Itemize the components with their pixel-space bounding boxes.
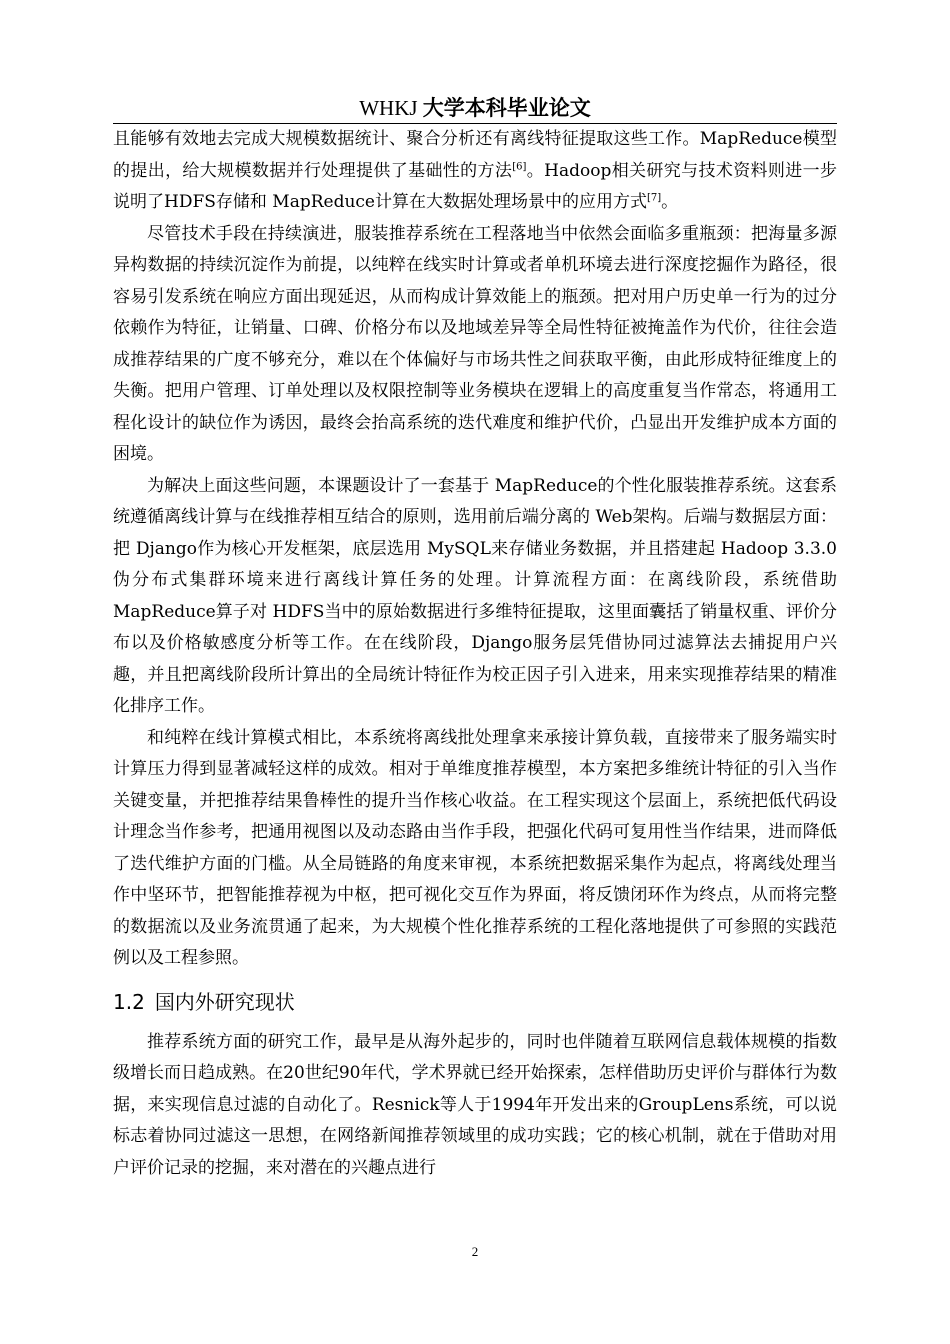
paragraph bbox=[113, 723, 837, 975]
body-text bbox=[113, 124, 837, 1184]
paragraph-text: 。 bbox=[661, 192, 679, 212]
running-header bbox=[113, 93, 837, 124]
section-number: 1.2 bbox=[113, 989, 145, 1014]
paragraph-text: 推荐系统方面的研究工作，最早是从海外起步的，同时也伴随着互联网信息载体规模的指数级增长而日趋成熟。在20世纪90年代，学术界就已经开始探索，怎样借助历史评价与群体行为数据，来实现信息过滤的自动化了。Resnick等人于1994年开发出来的GroupLens系统，可以说标志着协同过滤这一思想，在网络新闻推荐领域里的成功实践；它的核心机制，就在于借助对用户评价记录的挖掘，来对潜在的兴趣点进行 bbox=[113, 1031, 837, 1178]
paragraph-text: 和纯粹在线计算模式相比，本系统将离线批处理拿来承接计算负载，直接带来了服务端实时计算压力得到显著减轻这样的成效。相对于单维度推荐模型，本方案把多维统计特征的引入当作关键变量，并把推荐结果鲁棒性的提升当作核心收益。在工程实现这个层面上，系统把低代码设计理念当作参考，把通用视图以及动态路由当作手段，把强化代码可复用性当作结果，进而降低了迭代维护方面的门槛。从全局链路的角度来审视，本系统把数据采集作为起点，将离线处理当作中坚环节，把智能推荐视为中枢，把可视化交互作为界面，将反馈闭环作为终点，从而将完整的数据流以及业务流贯通了起来，为大规模个性化推荐系统的工程化落地提供了可参照的实践范例以及工程参照。 bbox=[113, 727, 837, 968]
section-heading bbox=[113, 987, 837, 1017]
paragraph-text: 且能够有效地去完成大规模数据统计、聚合分析还有离线特征提取这些工作。MapReduce模型的提出，给大规模数据并行处理提供了基础性的方法 bbox=[113, 129, 837, 181]
header-latin: WHKJ bbox=[359, 96, 423, 120]
paragraphs-before bbox=[113, 124, 837, 975]
paragraph bbox=[113, 471, 837, 723]
page-number: 2 bbox=[471, 1244, 479, 1259]
header-title: 大学本科毕业论文 bbox=[422, 96, 591, 120]
paragraph bbox=[113, 124, 837, 219]
section-title: 国内外研究现状 bbox=[154, 989, 295, 1014]
paragraph bbox=[113, 1027, 837, 1185]
paragraph-text: 为解决上面这些问题，本课题设计了一套基于 MapReduce的个性化服装推荐系统。这套系统遵循离线计算与在线推荐相互结合的原则，选用前后端分离的 Web架构。后端与数据层方面：把 Django作为核心开发框架，底层选用 MySQL来存储业务数据，并且搭建起 Hadoop 3.3.0伪分布式集群环境来进行离线计算任务的处理。计算流程方面：在离线阶段，系统借助 MapReduce算子对 HDFS当中的原始数据进行多维特征提取，这里面囊括了销量权重、评价分布以及价格敏感度分析等工作。在在线阶段，Django服务层凭借协同过滤算法去捕捉用户兴趣，并且把离线阶段所计算出的全局统计特征作为校正因子引入进来，用来实现推荐结果的精准化排序工作。 bbox=[113, 475, 837, 716]
paragraph bbox=[113, 219, 837, 471]
citation-ref: [7] bbox=[647, 192, 662, 204]
paragraphs-after bbox=[113, 1027, 837, 1185]
citation-ref: [6] bbox=[512, 160, 527, 172]
paragraph-text: 。Hadoop相关研究与技术资料则进一步说明了HDFS存储和 MapReduce计算在大数据处理场景中的应用方式 bbox=[113, 160, 837, 212]
paragraph-text: 尽管技术手段在持续演进，服装推荐系统在工程落地当中依然会面临多重瓶颈：把海量多源异构数据的持续沉淀作为前提，以纯粹在线实时计算或者单机环境去进行深度挖掘作为路径，很容易引发系统在响应方面出现延迟，从而构成计算效能上的瓶颈。把对用户历史单一行为的过分依赖作为特征，让销量、口碑、价格分布以及地域差异等全局性特征被掩盖作为代价，往往会造成推荐结果的广度不够充分，难以在个体偏好与市场共性之间获取平衡，由此形成特征维度上的失衡。把用户管理、订单处理以及权限控制等业务模块在逻辑上的高度重复当作常态，将通用工程化设计的缺位作为诱因，最终会抬高系统的迭代难度和维护代价，凸显出开发维护成本方面的困境。 bbox=[113, 223, 837, 464]
